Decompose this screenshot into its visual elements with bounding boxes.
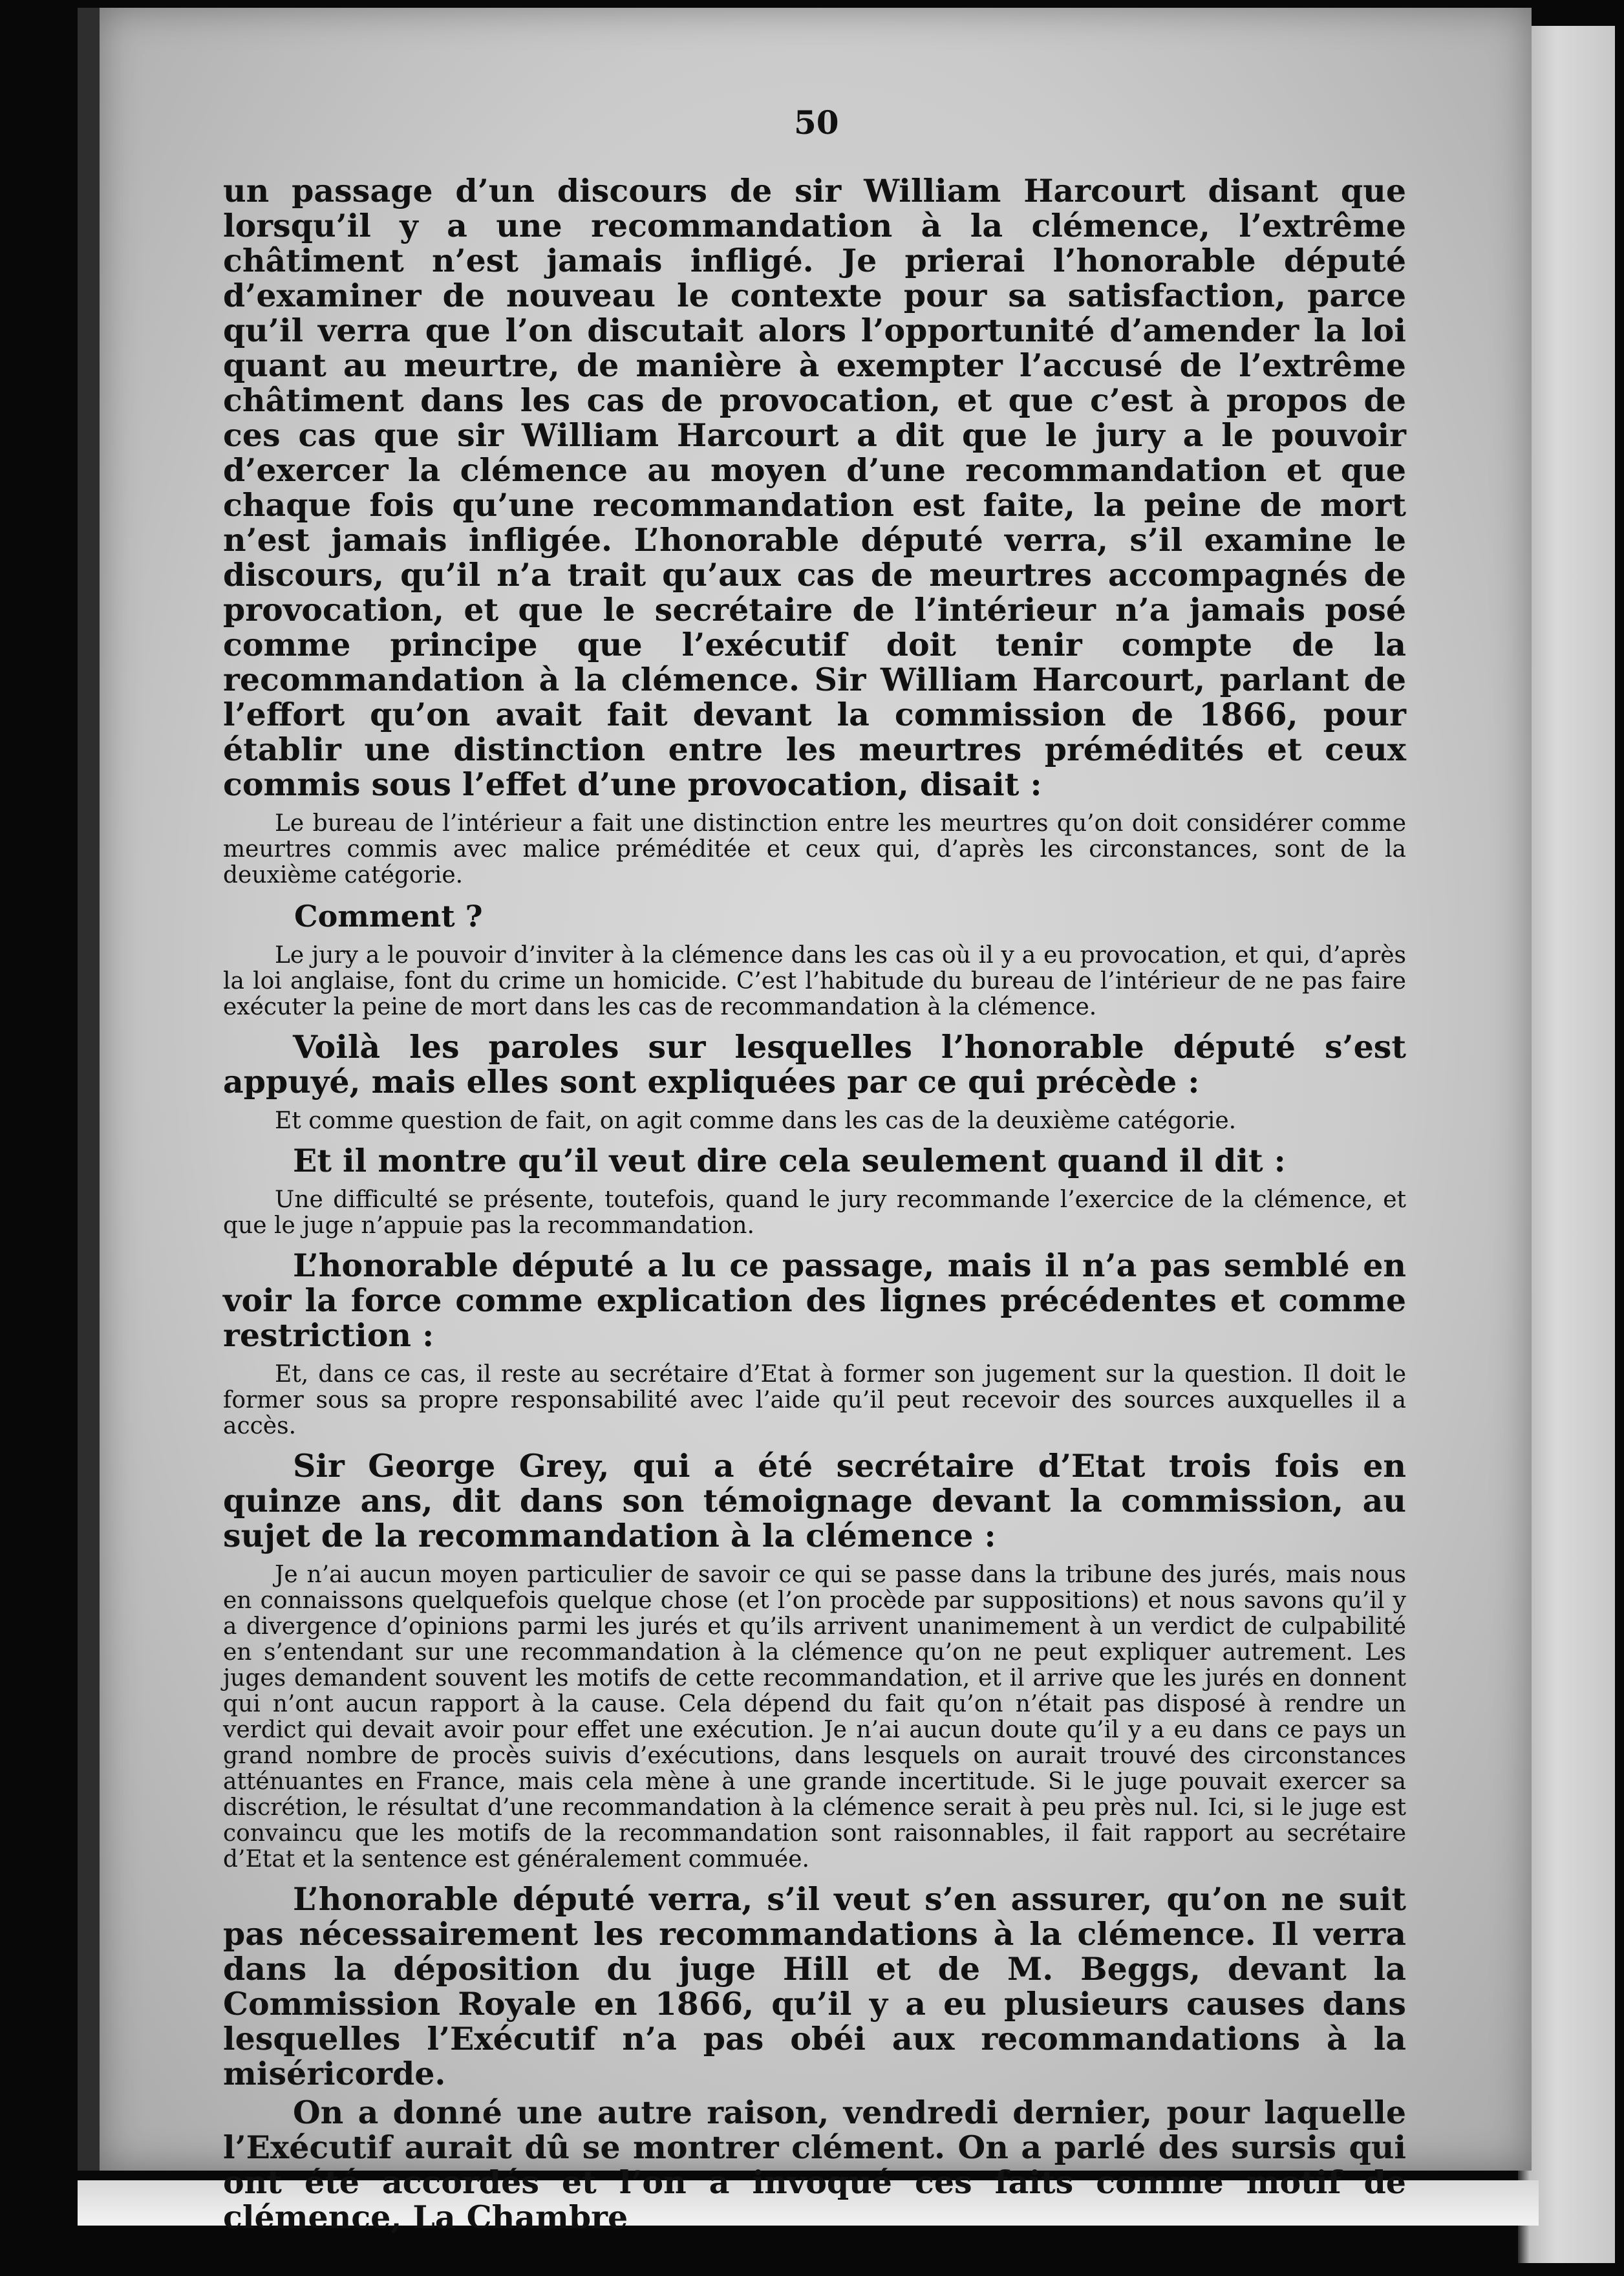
quotation: Je n’ai aucun moyen particulier de savoir ce qui se passe dans la tribune des jurés, mais nous en connaissons quelquefois quelque chose (et l’on procède par suppositions) et nous savons qu’il y a divergence d’opinions parmi les jurés et qu’ils arrivent unanimement à un verdict de culpabilité en s’entendant sur une recommandation à la clémence qu’on ne peut expliquer autrement. Les juges demandent souvent les motifs de cette recommandation, et il arrive que les jurés en donnent qui n’ont aucun rapport à la cause. Cela dépend du fait qu’on n’était pas disposé à rendre un verdict qui devait avoir pour effet une exécution. Je n’ai aucun doute qu’il y a eu dans ce pays un grand nombre de procès suivis d’exécutions, dans lesquels on aurait trouvé des circonstances atténuantes en France, mais cela mène à une grande incertitude. Si le juge pouvait exercer sa discrétion, le résultat d’une recommandation à la clémence serait à peu près nul. Ici, si le juge est convaincu que les motifs de la recommandation sont raisonnables, il fait rapport au secrétaire d’Etat et la sentence est généralement commuée. xyxy=(223,1562,1406,1873)
paragraph: L’honorable député a lu ce passage, mais il n’a pas semblé en voir la force comme explication des lignes précédentes et comme restriction : xyxy=(223,1247,1406,1354)
paragraph: L’honorable député verra, s’il veut s’en assurer, qu’on ne suit pas nécessairement les recommandations à la clémence. Il verra dans la déposition du juge Hill et de M. Beggs, devant la Commission Royale en 1866, qu’il y a eu plusieurs causes dans lesquelles l’Exécutif n’a pas obéi aux recommandations à la miséricorde. xyxy=(223,1880,1406,2092)
text-column xyxy=(223,173,1406,2238)
quotation: Le bureau de l’intérieur a fait une distinction entre les meurtres qu’on doit considérer comme meurtres commis avec malice préméditée et ceux qui, d’après les circonstances, sont de la deuxième catégorie. xyxy=(223,810,1406,888)
paragraph: On a donné une autre raison, vendredi dernier, pour laquelle l’Exécutif aurait dû se montrer clément. On a parlé des sursis qui ont été accordés et l’on a invoqué ces faits comme motif de clémence, La Chambre xyxy=(223,2094,1406,2236)
paragraph-heading: Comment ? xyxy=(294,899,483,934)
paragraph: Voilà les paroles sur lesquelles l’honorable député s’est appuyé, mais elles sont expliquées par ce qui précède : xyxy=(223,1028,1406,1100)
adjacent-page-edge xyxy=(1518,26,1615,2263)
quotation: Et, dans ce cas, il reste au secrétaire d’Etat à former son jugement sur la question. Il doit le former sous sa propre responsabilité avec l’aide qu’il peut recevoir des sources auxquelles il a accès. xyxy=(223,1361,1406,1439)
page-number: 50 xyxy=(794,103,839,142)
paragraph: un passage d’un discours de sir William Harcourt disant que lorsqu’il y a une recommandation à la clémence, l’extrême châtiment n’est jamais infligé. Je prierai l’honorable député d’examiner de nouveau le contexte pour sa satisfaction, parce qu’il verra que l’on discutait alors l’opportunité d’amender la loi quant au meurtre, de manière à exempter l’accusé de l’extrême châtiment dans les cas de provocation, et que c’est à propos de ces cas que sir William Harcourt a dit que le jury a le pouvoir d’exercer la clémence au moyen d’une recommandation et que chaque fois qu’une recommandation est faite, la peine de mort n’est jamais infligée. L’honorable député verra, s’il examine le discours, qu’il n’a trait qu’aux cas de meurtres accompagnés de provocation, et que le secrétaire de l’intérieur n’a jamais posé comme principe que l’exécutif doit tenir compte de la recommandation à la clémence. Sir William Harcourt, parlant de l’effort qu’on avait fait devant la commission de 1866, pour établir une distinction entre les meurtres prémédités et ceux commis sous l’effet d’une provocation, disait : xyxy=(223,172,1406,803)
quotation: Et comme question de fait, on agit comme dans les cas de la deuxième catégorie. xyxy=(275,1108,1237,1134)
paragraph: Et il montre qu’il veut dire cela seulement quand il dit : xyxy=(293,1142,1286,1179)
quotation: Une difficulté se présente, toutefois, quand le jury recommande l’exercice de la clémence, et que le juge n’appuie pas la recommandation. xyxy=(223,1186,1406,1239)
paragraph: Sir George Grey, qui a été secrétaire d’Etat trois fois en quinze ans, dit dans son témoignage devant la commission, au sujet de la recommandation à la clémence : xyxy=(223,1447,1406,1554)
quotation: Le jury a le pouvoir d’inviter à la clémence dans les cas où il y a eu provocation, et qui, d’après la loi anglaise, font du crime un homicide. C’est l’habitude du bureau de l’intérieur de ne pas faire exécuter la peine de mort dans les cas de recommandation à la clémence. xyxy=(223,942,1406,1020)
